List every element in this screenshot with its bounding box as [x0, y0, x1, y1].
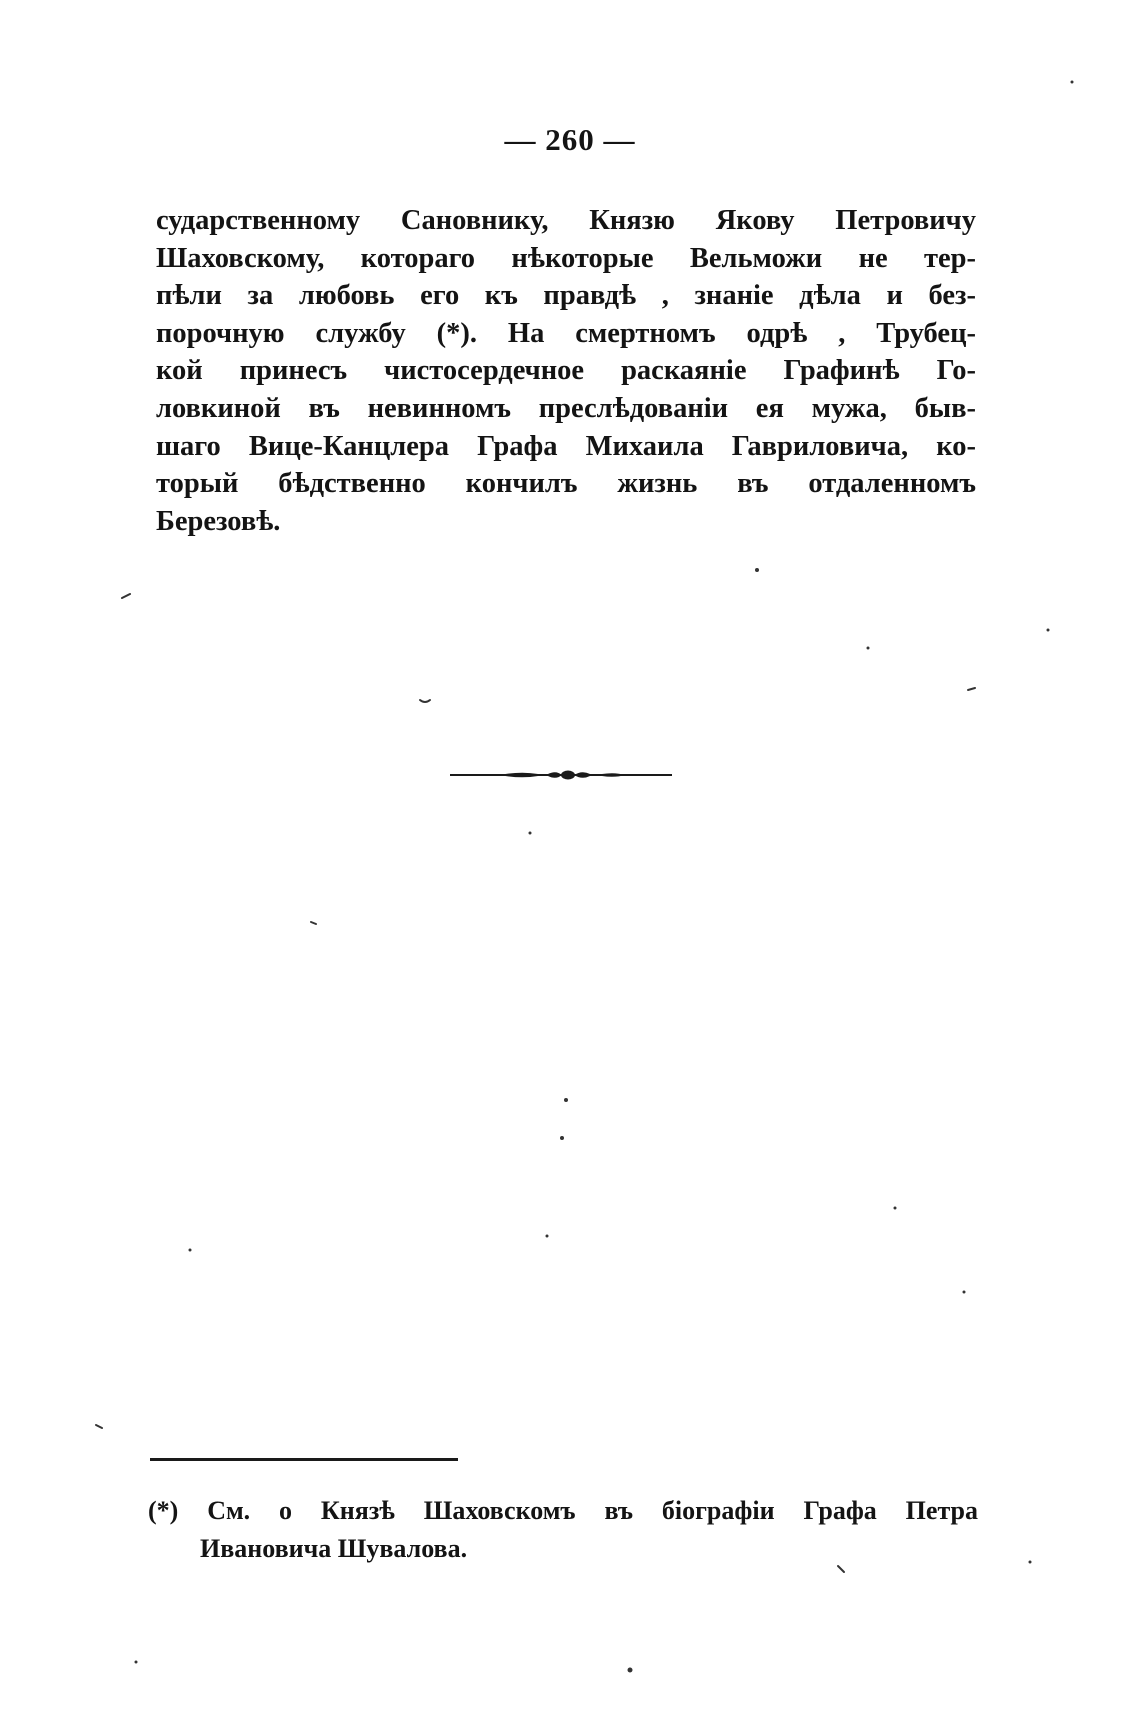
text-line: пѣли за любовь его къ правдѣ , знаніе дѣла и без-: [156, 280, 976, 312]
body-paragraph: [156, 202, 976, 540]
text-line: ловкиной въ невинномъ преслѣдованіи ея мужа, быв-: [156, 393, 976, 425]
text-line: Шаховскому, котораго нѣкоторые Вельможи не тер-: [156, 242, 976, 274]
ornament-divider: [450, 768, 672, 782]
text-line: торый бѣдственно кончилъ жизнь въ отдаленномъ: [156, 468, 976, 500]
text-line: кой принесъ чистосердечное раскаяніе Графинѣ Го-: [156, 355, 976, 387]
page-number: — 260 —: [504, 122, 636, 157]
footnote-rule: [150, 1458, 458, 1461]
text-line: Березовѣ.: [156, 505, 281, 537]
text-line: сударственному Сановнику, Князю Якову Петровичу: [156, 205, 976, 236]
text-line: шаго Вице-Канцлера Графа Михаила Гавриловича, ко-: [156, 430, 976, 462]
footnote-line: (*) См. о Князѣ Шаховскомъ въ біографіи Графа Петра: [148, 1496, 978, 1525]
text-line: порочную службу (*). На смертномъ одрѣ , Трубец-: [156, 317, 976, 349]
footnote-line: Ивановича Шувалова.: [200, 1533, 468, 1563]
footnote: [148, 1492, 978, 1567]
